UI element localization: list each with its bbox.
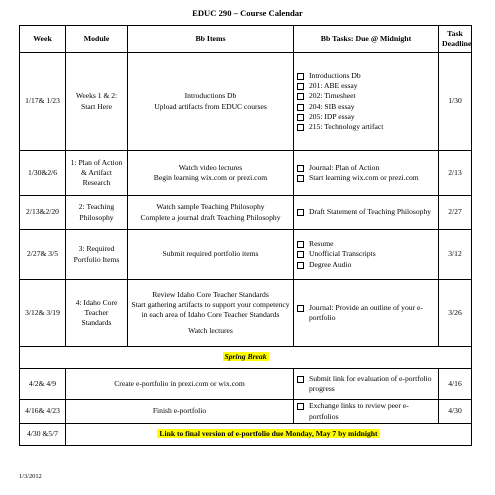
checkbox-icon <box>297 165 304 172</box>
checkbox-icon <box>297 175 304 182</box>
final-row <box>20 424 472 446</box>
week-cell: 2/13&2/20 <box>20 196 66 230</box>
deadline-cell: 2/13 <box>439 151 472 196</box>
header-deadline-line2: Deadline <box>442 39 472 48</box>
table-row <box>20 196 472 230</box>
week-cell: 1/17& 1/23 <box>20 53 66 151</box>
document-title: EDUC 290 – Course Calendar <box>192 8 303 18</box>
final-link-cell <box>66 424 472 446</box>
task-item <box>297 260 435 270</box>
bb-items-cell <box>128 196 294 230</box>
task-item <box>297 249 435 259</box>
deadline-cell: 2/27 <box>439 196 472 230</box>
bb-item-line: Start gathering artifacts to support your competency <box>131 299 290 309</box>
week-cell: 3/12& 3/19 <box>20 280 66 347</box>
task-item <box>297 374 435 394</box>
spring-break-row <box>20 347 472 369</box>
bb-item-line: Introductions Db <box>184 91 237 101</box>
bb-item-line: Watch lectures <box>188 326 233 336</box>
checkbox-icon <box>297 305 304 312</box>
checkbox-icon <box>297 124 304 131</box>
checkbox-icon <box>297 251 304 258</box>
final-link-notice: Link to final version of e-portfolio due Monday, May 7 by midnight <box>159 429 378 439</box>
checkbox-icon <box>297 241 304 248</box>
checkbox-icon <box>297 376 304 383</box>
task-item <box>297 112 435 122</box>
module-cell <box>66 196 128 230</box>
module-line: Weeks 1 & 2: <box>75 91 118 101</box>
header-week: Week <box>20 26 66 53</box>
deadline-cell: 3/12 <box>439 230 472 280</box>
task-label: Introductions Db <box>309 71 361 81</box>
bb-items-cell <box>128 280 294 347</box>
bb-tasks-cell <box>294 400 439 424</box>
bb-item-line: Watch sample Teaching Philosophy <box>156 202 265 212</box>
task-list <box>297 71 435 131</box>
task-item <box>297 207 435 217</box>
table-row <box>20 230 472 280</box>
task-list <box>297 374 435 394</box>
checkbox-icon <box>297 209 304 216</box>
module-line: 1: Plan of Action <box>70 157 123 167</box>
task-label: Start learning wix.com or prezi.com <box>309 173 419 182</box>
bb-tasks-cell <box>294 230 439 280</box>
table-row <box>20 400 472 424</box>
course-calendar-table <box>19 25 472 446</box>
bb-tasks-cell <box>294 53 439 151</box>
week-cell: 4/2& 4/9 <box>20 369 66 400</box>
week-cell: 4/30 &5/7 <box>20 424 66 446</box>
bb-items-cell <box>128 53 294 151</box>
bb-item-line: Watch video lectures <box>178 162 243 172</box>
module-line: Portfolio Items <box>73 254 120 264</box>
task-label: 202: Timesheet <box>309 91 356 101</box>
module-line: 2: Teaching <box>78 202 115 212</box>
checkbox-icon <box>297 83 304 90</box>
bb-items-cell: Finish e-portfolio <box>66 400 294 424</box>
bb-item-line: Submit required portfolio items <box>162 249 259 259</box>
bb-tasks-cell <box>294 151 439 196</box>
task-item <box>297 81 435 91</box>
table-row <box>20 369 472 400</box>
bb-tasks-cell <box>294 196 439 230</box>
task-label: Journal: Provide an outline of your e-portfolio <box>309 302 423 322</box>
task-label: 205: IDP essay <box>309 111 355 121</box>
module-line: 4: Idaho Core <box>75 297 118 307</box>
module-line: 3: Required <box>78 244 115 254</box>
footer-date: 1/3/2012 <box>19 473 42 480</box>
header-bb-items: Bb Items <box>128 26 294 53</box>
task-label: 204: SIB essay <box>309 101 355 111</box>
task-list <box>297 207 435 217</box>
module-line: Teacher Standards <box>81 307 112 327</box>
spring-break-cell <box>20 347 472 369</box>
task-label: 215: Technology artifact <box>309 121 384 131</box>
bb-tasks-cell <box>294 280 439 347</box>
task-label: Resume <box>309 239 334 249</box>
module-cell <box>66 280 128 347</box>
task-label: Submit link for evaluation of e-portfolio progress <box>309 373 432 393</box>
week-cell: 1/30&2/6 <box>20 151 66 196</box>
task-list <box>297 303 435 323</box>
checkbox-icon <box>297 104 304 111</box>
bb-items-cell <box>128 151 294 196</box>
week-cell: 4/16& 4/23 <box>20 400 66 424</box>
task-item <box>297 303 435 323</box>
module-line: Start Here <box>81 101 112 111</box>
table-row <box>20 280 472 347</box>
deadline-cell: 1/30 <box>439 53 472 151</box>
table-row <box>20 53 472 151</box>
module-cell <box>66 230 128 280</box>
deadline-cell: 4/30 <box>439 400 472 424</box>
bb-item-line: Begin learning wix.com or prezi.com <box>153 173 268 182</box>
task-item <box>297 401 435 421</box>
task-label: Journal: Plan of Action <box>309 162 380 172</box>
table-row <box>20 151 472 196</box>
task-label: Exchange links to review peer e-portfolios <box>309 401 409 421</box>
task-item <box>297 239 435 249</box>
task-list <box>297 239 435 269</box>
checkbox-icon <box>297 403 304 410</box>
task-item <box>297 163 435 173</box>
module-line: Research <box>82 178 111 187</box>
deadline-cell: 3/26 <box>439 280 472 347</box>
bb-item-line: Complete a journal draft Teaching Philosophy <box>140 212 281 222</box>
header-module: Module <box>66 26 128 53</box>
header-row <box>20 26 472 53</box>
bb-tasks-cell <box>294 369 439 400</box>
deadline-cell: 4/16 <box>439 369 472 400</box>
checkbox-icon <box>297 114 304 121</box>
task-label: Degree Audio <box>309 259 352 269</box>
header-deadline-line1: Task <box>447 28 463 38</box>
task-label: Unofficial Transcripts <box>309 249 376 259</box>
module-cell <box>66 151 128 196</box>
checkbox-icon <box>297 73 304 80</box>
task-item <box>297 173 435 183</box>
week-cell: 2/27& 3/5 <box>20 230 66 280</box>
header-task-deadline <box>439 26 472 53</box>
header-bb-tasks: Bb Tasks: Due @ Midnight <box>294 26 439 53</box>
bb-item-line: in each area of Idaho Core Teacher Standards <box>141 310 280 319</box>
bb-items-cell: Create e-portfolio in prezi.com or wix.com <box>66 369 294 400</box>
task-list <box>297 163 435 183</box>
module-cell <box>66 53 128 151</box>
task-item <box>297 91 435 101</box>
task-list <box>297 401 435 421</box>
task-item <box>297 102 435 112</box>
bb-item-line: Review Idaho Core Teacher Standards <box>152 289 269 299</box>
bb-items-cell <box>128 230 294 280</box>
task-item <box>297 122 435 132</box>
module-line: & Artifact <box>81 167 112 177</box>
task-item <box>297 71 435 81</box>
task-label: 201: ABE essay <box>309 81 358 91</box>
module-line: Philosophy <box>79 212 114 222</box>
bb-item-line: Upload artifacts from EDUC courses <box>154 101 267 111</box>
checkbox-icon <box>297 262 304 269</box>
task-label: Draft Statement of Teaching Philosophy <box>309 207 432 217</box>
spring-break-label: Spring Break <box>224 352 267 362</box>
checkbox-icon <box>297 93 304 100</box>
